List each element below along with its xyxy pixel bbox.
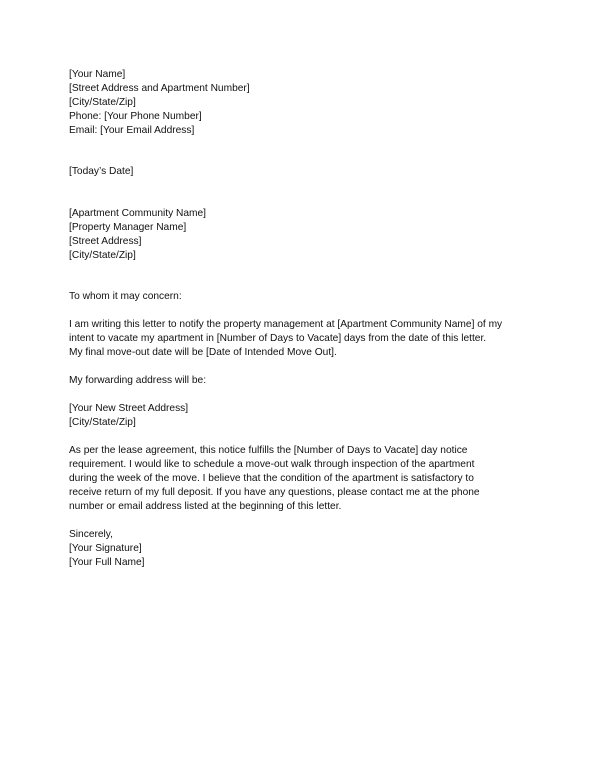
paragraph-line: I am writing this letter to notify the property management at [Apartment Community Name] of my: [69, 319, 503, 330]
sender-email: Email: [Your Email Address]: [69, 125, 195, 136]
spacer: [69, 138, 539, 165]
spacer: [69, 360, 539, 374]
spacer: [69, 263, 539, 290]
spacer: [69, 179, 539, 207]
full-name-placeholder: [Your Full Name]: [69, 557, 145, 568]
sender-street: [Street Address and Apartment Number]: [69, 83, 250, 94]
letter-body: [69, 68, 539, 570]
recipient-block: [69, 207, 539, 263]
recipient-city-state-zip: [City/State/Zip]: [69, 250, 136, 261]
signature-placeholder: [Your Signature]: [69, 543, 142, 554]
sender-phone: Phone: [Your Phone Number]: [69, 111, 202, 122]
paragraph-line: intent to vacate my apartment in [Number of Days to Vacate] days from the date of this letter.: [69, 333, 487, 344]
sender-city-state-zip: [City/State/Zip]: [69, 97, 136, 108]
sender-name: [Your Name]: [69, 69, 126, 80]
paragraph-line: My final move-out date will be [Date of Intended Move Out].: [69, 347, 337, 358]
spacer: [69, 304, 539, 318]
sender-block: [69, 68, 539, 138]
forwarding-street: [Your New Street Address]: [69, 403, 189, 414]
salutation: To whom it may concern:: [69, 291, 182, 302]
closing-block: [69, 528, 539, 570]
body-paragraph-3: [69, 444, 539, 514]
recipient-street: [Street Address]: [69, 236, 142, 247]
paragraph-line: number or email address listed at the beginning of this letter.: [69, 501, 342, 512]
paragraph-line: requirement. I would like to schedule a move-out walk through inspection of the apartment: [69, 459, 475, 470]
letter-date: [Today’s Date]: [69, 166, 134, 177]
spacer: [69, 388, 539, 402]
recipient-manager: [Property Manager Name]: [69, 222, 187, 233]
sign-off: Sincerely,: [69, 529, 113, 540]
forwarding-city-state-zip: [City/State/Zip]: [69, 417, 136, 428]
spacer: [69, 514, 539, 528]
forwarding-address-block: [69, 402, 539, 430]
body-paragraph-1: [69, 318, 539, 360]
paragraph-line: receive return of my full deposit. If you have any questions, please contact me at the phone: [69, 487, 480, 498]
paragraph-line: As per the lease agreement, this notice fulfills the [Number of Days to Vacate] day notice: [69, 445, 468, 456]
spacer: [69, 430, 539, 444]
body-paragraph-2: My forwarding address will be:: [69, 375, 207, 386]
paragraph-line: during the week of the move. I believe that the condition of the apartment is satisfactory to: [69, 473, 474, 484]
recipient-community: [Apartment Community Name]: [69, 208, 207, 219]
